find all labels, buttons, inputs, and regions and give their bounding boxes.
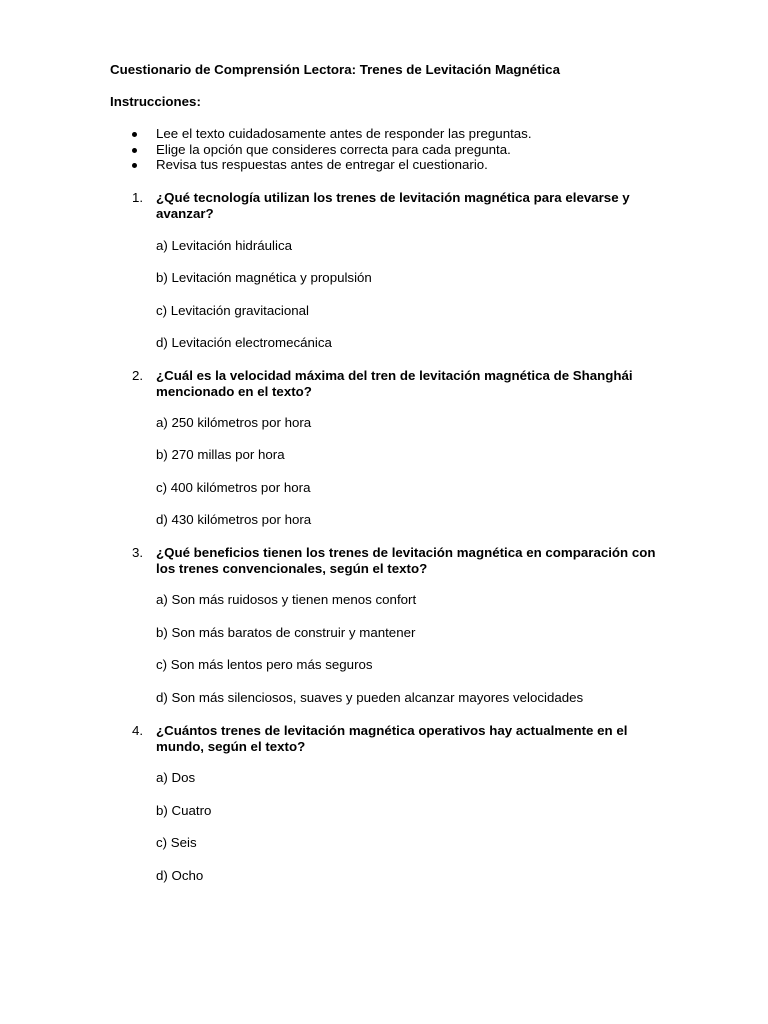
answer-option-a[interactable]: a) Dos xyxy=(156,770,196,785)
answer-option-c[interactable]: c) Seis xyxy=(156,835,197,850)
answer-option-b[interactable]: b) Son más baratos de construir y mantener xyxy=(156,625,416,640)
instruction-text: Lee el texto cuidadosamente antes de responder las preguntas. xyxy=(156,126,532,141)
question-number: 4. xyxy=(132,723,144,738)
bullet-icon xyxy=(132,132,137,137)
answer-option-d[interactable]: d) 430 kilómetros por hora xyxy=(156,512,312,527)
instruction-text: Revisa tus respuestas antes de entregar el cuestionario. xyxy=(156,157,488,172)
answer-option-d[interactable]: d) Ocho xyxy=(156,868,204,883)
question-number: 2. xyxy=(132,368,144,383)
instructions-list xyxy=(110,126,532,173)
answer-option-c[interactable]: c) Levitación gravitacional xyxy=(156,303,309,318)
bullet-icon xyxy=(132,148,137,153)
answer-option-d[interactable]: d) Levitación electromecánica xyxy=(156,335,332,350)
instructions-heading: Instrucciones: xyxy=(110,94,201,109)
answer-option-b[interactable]: b) Cuatro xyxy=(156,803,212,818)
instruction-item xyxy=(110,157,532,173)
answer-option-c[interactable]: c) Son más lentos pero más seguros xyxy=(156,657,373,672)
question-text: ¿Cuántos trenes de levitación magnética operativos hay actualmente en el mundo, según el texto? xyxy=(156,723,628,754)
answer-option-c[interactable]: c) 400 kilómetros por hora xyxy=(156,480,311,495)
question-number: 1. xyxy=(132,190,144,205)
question-text: ¿Qué beneficios tienen los trenes de levitación magnética en comparación con los trenes convencionales, según el texto? xyxy=(156,545,656,576)
question-text: ¿Qué tecnología utilizan los trenes de levitación magnética para elevarse y avanzar? xyxy=(156,190,630,221)
instruction-item xyxy=(110,142,532,158)
document-title: Cuestionario de Comprensión Lectora: Trenes de Levitación Magnética xyxy=(110,62,560,77)
answer-option-b[interactable]: b) 270 millas por hora xyxy=(156,447,285,462)
answer-option-b[interactable]: b) Levitación magnética y propulsión xyxy=(156,270,372,285)
answer-option-d[interactable]: d) Son más silenciosos, suaves y pueden alcanzar mayores velocidades xyxy=(156,690,584,705)
instruction-text: Elige la opción que consideres correcta para cada pregunta. xyxy=(156,141,511,157)
answer-option-a[interactable]: a) 250 kilómetros por hora xyxy=(156,415,312,430)
question-text: ¿Cuál es la velocidad máxima del tren de levitación magnética de Shanghái mencionado en el texto? xyxy=(156,368,633,399)
instruction-item xyxy=(110,126,532,142)
question-number: 3. xyxy=(132,545,144,560)
answer-option-a[interactable]: a) Son más ruidosos y tienen menos confort xyxy=(156,592,417,607)
bullet-icon xyxy=(132,163,137,168)
answer-option-a[interactable]: a) Levitación hidráulica xyxy=(156,238,293,253)
